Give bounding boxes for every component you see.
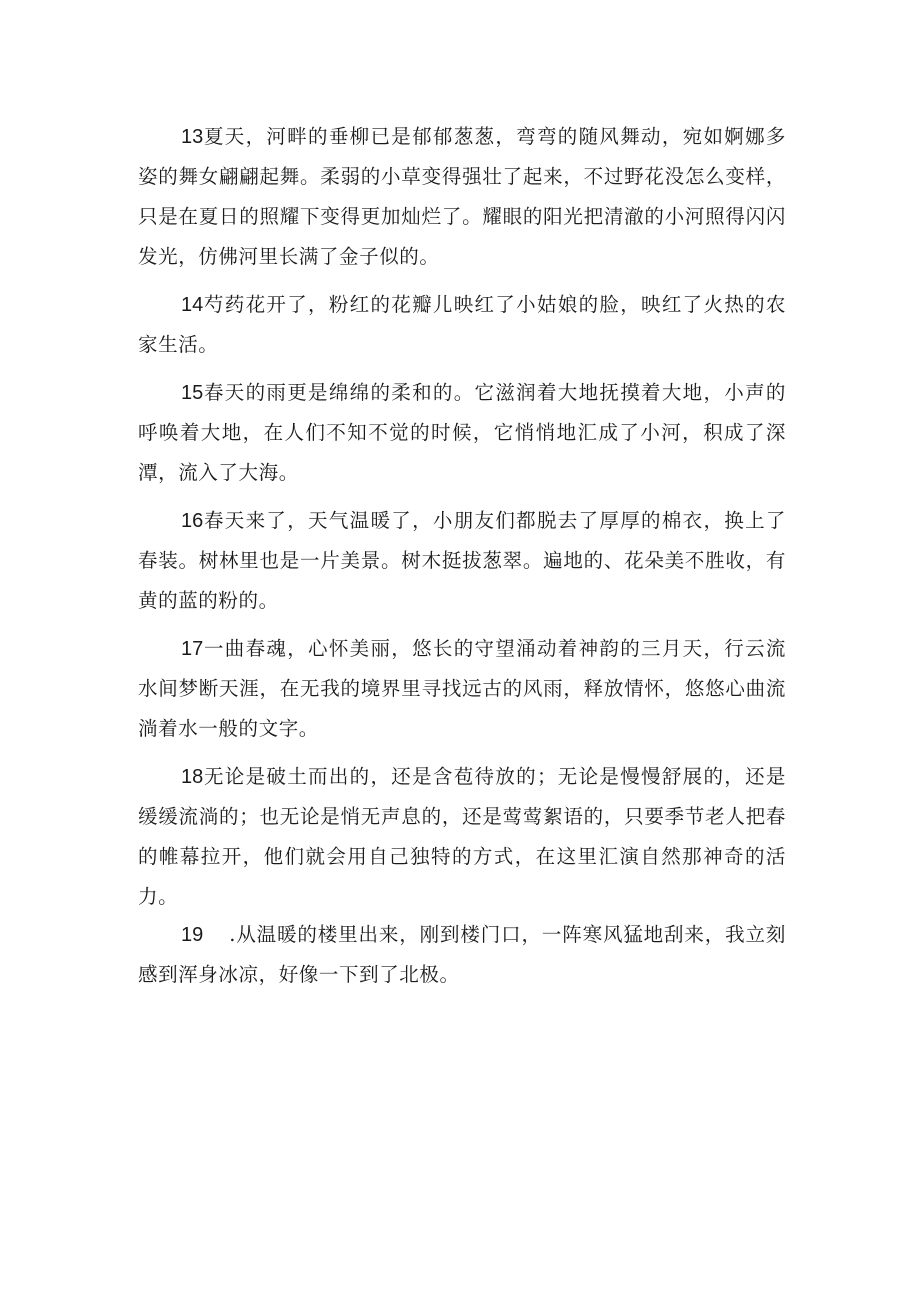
paragraph-16 (138, 501, 786, 621)
paragraph-15 (138, 373, 786, 493)
paragraph-number: 16 (181, 510, 204, 532)
paragraph-number: 18 (181, 766, 204, 788)
paragraph-number: 19 (181, 924, 204, 946)
paragraph-14 (138, 285, 786, 365)
document-body (138, 117, 786, 1003)
paragraph-number: 15 (181, 382, 204, 404)
paragraph-18 (138, 757, 786, 917)
paragraph-text: 一曲春魂，心怀美丽，悠长的守望涌动着神韵的三月天，行云流水间梦断天涯，在无我的境界里寻找远古的风雨，释放情怀，悠悠心曲流淌着水一般的文字。 (138, 637, 786, 740)
paragraph-number: 14 (181, 294, 204, 316)
paragraph-text: 无论是破土而出的，还是含苞待放的；无论是慢慢舒展的，还是缓缓流淌的；也无论是悄无声息的，还是莺莺絮语的，只要季节老人把春的帷幕拉开，他们就会用自己独特的方式，在这里汇演自然那神奇的活力。 (138, 765, 786, 908)
paragraph-number: 13 (181, 126, 204, 148)
paragraph-text: 夏天，河畔的垂柳已是郁郁葱葱，弯弯的随风舞动，宛如婀娜多姿的舞女翩翩起舞。柔弱的小草变得强壮了起来，不过野花没怎么变样，只是在夏日的照耀下变得更加灿烂了。耀眼的阳光把清澈的小河照得闪闪发光，仿佛河里长满了金子似的。 (138, 125, 786, 268)
paragraph-13 (138, 117, 786, 277)
paragraph-text: 春天的雨更是绵绵的柔和的。它滋润着大地抚摸着大地，小声的呼唤着大地，在人们不知不觉的时候，它悄悄地汇成了小河，积成了深潭，流入了大海。 (138, 381, 786, 484)
paragraph-19 (138, 915, 786, 995)
paragraph-text: 春天来了，天气温暖了，小朋友们都脱去了厚厚的棉衣，换上了春装。树林里也是一片美景。树木挺拔葱翠。遍地的、花朵美不胜收，有黄的蓝的粉的。 (138, 509, 786, 612)
paragraph-text: .从温暖的楼里出来，刚到楼门口，一阵寒风猛地刮来，我立刻感到浑身冰凉，好像一下到了北极。 (138, 923, 786, 986)
paragraph-17 (138, 629, 786, 749)
paragraph-number: 17 (181, 638, 204, 660)
paragraph-text: 芍药花开了，粉红的花瓣儿映红了小姑娘的脸，映红了火热的农家生活。 (138, 293, 786, 356)
